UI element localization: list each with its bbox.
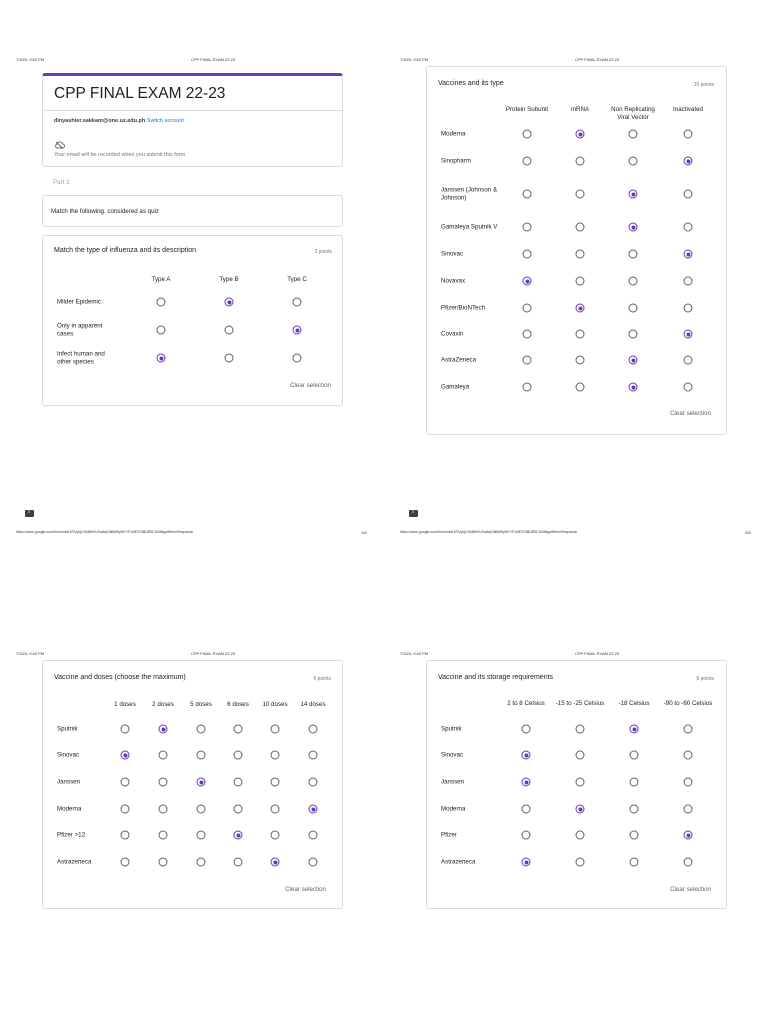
radio-button-selected[interactable] <box>197 778 206 787</box>
radio-button[interactable] <box>684 277 693 286</box>
question-title: Match the type of influenza and its description <box>54 247 197 254</box>
row-label: Astrazeneca <box>57 858 92 866</box>
question-title: Vaccine and doses (choose the maximum) <box>54 674 186 681</box>
radio-button[interactable] <box>630 805 639 814</box>
radio-button[interactable] <box>523 190 532 199</box>
switch-account-link[interactable]: Switch account <box>146 118 184 124</box>
row-label: Sputnik <box>57 725 78 733</box>
radio-button[interactable] <box>684 190 693 199</box>
radio-button[interactable] <box>576 831 585 840</box>
row-label: Moderna <box>441 805 466 813</box>
radio-button[interactable] <box>121 858 130 867</box>
radio-button[interactable] <box>293 354 302 363</box>
row-label: Gamaleya Sputnik V <box>441 223 498 231</box>
clear-selection-button[interactable]: Clear selection <box>670 886 711 893</box>
radio-button[interactable] <box>576 277 585 286</box>
radio-button[interactable] <box>197 805 206 814</box>
radio-button-selected[interactable] <box>629 223 638 232</box>
question-card-vaccine-type <box>426 66 727 435</box>
radio-button[interactable] <box>121 725 130 734</box>
radio-button-selected[interactable] <box>234 831 243 840</box>
radio-button[interactable] <box>523 304 532 313</box>
row-label: Pfizer >12 <box>57 831 86 839</box>
column-header: 2 to 8 Celsius <box>507 700 545 707</box>
print-footer-url: https://docs.google.com/forms/d/e/1FAIpQLSe6BrVUXs6q5J6tBbSpSEYFJuiE373BUiRS-9Od8gaWformResponse <box>16 530 194 534</box>
print-footer-page: 2/8 <box>745 530 751 535</box>
radio-button[interactable] <box>576 751 585 760</box>
print-header-date: 7/3/23, 9:02 PM <box>400 57 429 62</box>
radio-button[interactable] <box>271 778 280 787</box>
account-email: dinyashier.sakkam@one.uz.edu.ph <box>54 118 146 124</box>
form-title: CPP FINAL EXAM 22-23 <box>54 85 226 102</box>
radio-button[interactable] <box>523 330 532 339</box>
radio-button-selected[interactable] <box>684 831 693 840</box>
column-header: mRNA <box>570 106 590 113</box>
section-description: Match the following. considered as quiz <box>51 208 159 215</box>
radio-button[interactable] <box>523 250 532 259</box>
print-header-date: 7/3/23, 9:02 PM <box>16 57 45 62</box>
radio-button[interactable] <box>121 831 130 840</box>
radio-button[interactable] <box>157 326 166 335</box>
radio-button[interactable] <box>629 330 638 339</box>
column-header: Type B <box>219 276 239 283</box>
radio-button-selected[interactable] <box>293 326 302 335</box>
print-footer-page: 1/8 <box>361 530 367 535</box>
radio-button[interactable] <box>629 157 638 166</box>
radio-button[interactable] <box>225 326 234 335</box>
radio-button[interactable] <box>523 383 532 392</box>
row-label: Gamaleya <box>441 383 470 391</box>
column-header: Type C <box>287 276 307 283</box>
column-header: 6 doses <box>227 701 249 708</box>
row-label: Moderna <box>57 805 82 813</box>
radio-button-selected[interactable] <box>522 751 531 760</box>
clear-selection-button[interactable]: Clear selection <box>285 886 326 893</box>
print-header-date: 7/3/23, 9:02 PM <box>16 651 45 656</box>
radio-button-selected[interactable] <box>309 805 318 814</box>
question-title: Vaccines and its type <box>438 80 504 87</box>
print-header-date: 7/3/23, 9:02 PM <box>400 651 429 656</box>
radio-button[interactable] <box>684 858 693 867</box>
radio-button[interactable] <box>271 751 280 760</box>
radio-button[interactable] <box>576 250 585 259</box>
radio-button[interactable] <box>234 725 243 734</box>
radio-button[interactable] <box>197 751 206 760</box>
radio-button[interactable] <box>684 805 693 814</box>
radio-button[interactable] <box>576 778 585 787</box>
radio-button-selected[interactable] <box>630 725 639 734</box>
radio-button[interactable] <box>234 805 243 814</box>
radio-button-selected[interactable] <box>684 330 693 339</box>
row-label: AstraZeneca <box>441 356 477 364</box>
row-label: Janssen (Johnson & Johnson) <box>441 186 498 201</box>
radio-button[interactable] <box>159 805 168 814</box>
row-label: Only in apparent cases <box>57 322 103 337</box>
question-title: Vaccine and its storage requirements <box>438 674 554 681</box>
question-card-vaccine-storage <box>426 660 727 909</box>
radio-button[interactable] <box>309 858 318 867</box>
column-header: Type A <box>151 276 171 283</box>
radio-button[interactable] <box>121 805 130 814</box>
radio-button-selected[interactable] <box>271 858 280 867</box>
radio-button[interactable] <box>629 277 638 286</box>
record-note: Your email will be recorded when you submit this form <box>54 152 186 158</box>
radio-button-selected[interactable] <box>225 298 234 307</box>
radio-button[interactable] <box>576 725 585 734</box>
radio-button[interactable] <box>309 831 318 840</box>
form-header-card <box>42 73 343 167</box>
radio-button[interactable] <box>234 858 243 867</box>
radio-button[interactable] <box>629 304 638 313</box>
row-label: Janssen <box>441 778 465 786</box>
column-header: Inactivated <box>673 106 703 113</box>
radio-button-selected[interactable] <box>629 190 638 199</box>
radio-button[interactable] <box>159 858 168 867</box>
row-label: Sinovac <box>57 751 80 759</box>
row-label: Milder Epidemic <box>57 298 102 306</box>
radio-button[interactable] <box>197 858 206 867</box>
row-label: Pfizer <box>441 831 457 839</box>
radio-button[interactable] <box>684 356 693 365</box>
column-header: 14 doses <box>300 701 326 708</box>
section-description-card <box>42 195 343 227</box>
radio-button[interactable] <box>293 298 302 307</box>
column-header: -15 to -25 Celsius <box>555 700 605 707</box>
radio-button[interactable] <box>271 805 280 814</box>
row-label: Sputnik <box>441 725 462 733</box>
radio-button-selected[interactable] <box>576 805 585 814</box>
radio-button-selected[interactable] <box>629 383 638 392</box>
radio-button[interactable] <box>225 354 234 363</box>
radio-button[interactable] <box>159 751 168 760</box>
radio-button[interactable] <box>684 383 693 392</box>
column-header: 5 doses <box>190 701 212 708</box>
radio-button[interactable] <box>684 778 693 787</box>
question-points: 6 points <box>313 676 331 682</box>
radio-button[interactable] <box>629 130 638 139</box>
radio-button[interactable] <box>684 304 693 313</box>
column-header: 1 doses <box>114 701 136 708</box>
row-label: Pfizer/BioNTech <box>441 304 486 312</box>
radio-button[interactable] <box>576 858 585 867</box>
radio-button[interactable] <box>523 356 532 365</box>
row-label: Sinovac <box>441 250 464 258</box>
report-abuse-icon[interactable] <box>409 510 418 517</box>
radio-button[interactable] <box>271 831 280 840</box>
radio-button[interactable] <box>523 223 532 232</box>
column-header: Non Replicating Viral Vector <box>611 106 655 121</box>
column-header: -90 to -60 Celsius <box>663 700 713 707</box>
radio-button-selected[interactable] <box>684 250 693 259</box>
row-label: Sinopharm <box>441 157 471 165</box>
radio-button[interactable] <box>159 778 168 787</box>
radio-button[interactable] <box>630 751 639 760</box>
radio-button[interactable] <box>684 725 693 734</box>
radio-button[interactable] <box>522 831 531 840</box>
radio-button[interactable] <box>523 157 532 166</box>
radio-button-selected[interactable] <box>576 304 585 313</box>
row-label: Moderna <box>441 130 466 138</box>
row-label: Infect human and other species <box>57 350 105 365</box>
radio-button[interactable] <box>159 831 168 840</box>
radio-button[interactable] <box>576 190 585 199</box>
radio-button[interactable] <box>309 751 318 760</box>
radio-button[interactable] <box>576 356 585 365</box>
radio-button[interactable] <box>576 330 585 339</box>
print-header-title: CPP FINAL EXAM 22-23 <box>191 57 236 62</box>
radio-button[interactable] <box>522 805 531 814</box>
row-label: Astrazeneca <box>441 858 476 866</box>
radio-button[interactable] <box>629 250 638 259</box>
row-label: Sinovac <box>441 751 464 759</box>
print-header-title: CPP FINAL EXAM 22-23 <box>575 57 620 62</box>
question-card-influenza <box>42 235 343 406</box>
column-header: 10 doses <box>262 701 288 708</box>
print-footer-url: https://docs.google.com/forms/d/e/1FAIpQLSe6BrVUXs6q5J6tBbSpSEYFJuiE373BUiRS-9Od8gaWformResponse <box>400 530 578 534</box>
radio-button[interactable] <box>684 751 693 760</box>
radio-button[interactable] <box>630 858 639 867</box>
row-label: Covaxin <box>441 330 464 338</box>
question-points: 10 points <box>693 82 714 88</box>
clear-selection-button[interactable]: Clear selection <box>290 382 331 389</box>
radio-button-selected[interactable] <box>629 356 638 365</box>
row-label: Janssen <box>57 778 81 786</box>
radio-button[interactable] <box>234 778 243 787</box>
radio-button-selected[interactable] <box>159 725 168 734</box>
radio-button-selected[interactable] <box>157 354 166 363</box>
radio-button[interactable] <box>309 778 318 787</box>
radio-button[interactable] <box>197 725 206 734</box>
column-header: Protein Subunit <box>505 106 549 113</box>
row-label: Novavax <box>441 277 466 285</box>
radio-button[interactable] <box>576 157 585 166</box>
radio-button[interactable] <box>271 725 280 734</box>
radio-button[interactable] <box>197 831 206 840</box>
report-abuse-icon[interactable] <box>25 510 34 517</box>
radio-button[interactable] <box>522 725 531 734</box>
print-header-title: CPP FINAL EXAM 22-23 <box>191 651 236 656</box>
column-header: 2 doses <box>152 701 174 708</box>
radio-button[interactable] <box>523 130 532 139</box>
radio-button[interactable] <box>157 298 166 307</box>
question-points: 3 points <box>314 249 332 255</box>
radio-button[interactable] <box>630 831 639 840</box>
radio-button-selected[interactable] <box>121 751 130 760</box>
question-points: 6 points <box>696 676 714 682</box>
radio-button[interactable] <box>234 751 243 760</box>
radio-button[interactable] <box>630 778 639 787</box>
divider <box>43 110 342 111</box>
radio-button-selected[interactable] <box>576 130 585 139</box>
clear-selection-button[interactable]: Clear selection <box>670 410 711 417</box>
radio-button[interactable] <box>309 725 318 734</box>
radio-button[interactable] <box>576 223 585 232</box>
question-card-vaccine-doses <box>42 660 343 909</box>
radio-button-selected[interactable] <box>523 277 532 286</box>
radio-button-selected[interactable] <box>522 858 531 867</box>
print-header-title: CPP FINAL EXAM 22-23 <box>575 651 620 656</box>
radio-button[interactable] <box>684 223 693 232</box>
column-header: -18 Celsius <box>618 700 650 707</box>
section-label: Part 2 <box>53 179 70 186</box>
radio-button-selected[interactable] <box>522 778 531 787</box>
radio-button[interactable] <box>121 778 130 787</box>
radio-button[interactable] <box>684 130 693 139</box>
radio-button[interactable] <box>576 383 585 392</box>
radio-button-selected[interactable] <box>684 157 693 166</box>
